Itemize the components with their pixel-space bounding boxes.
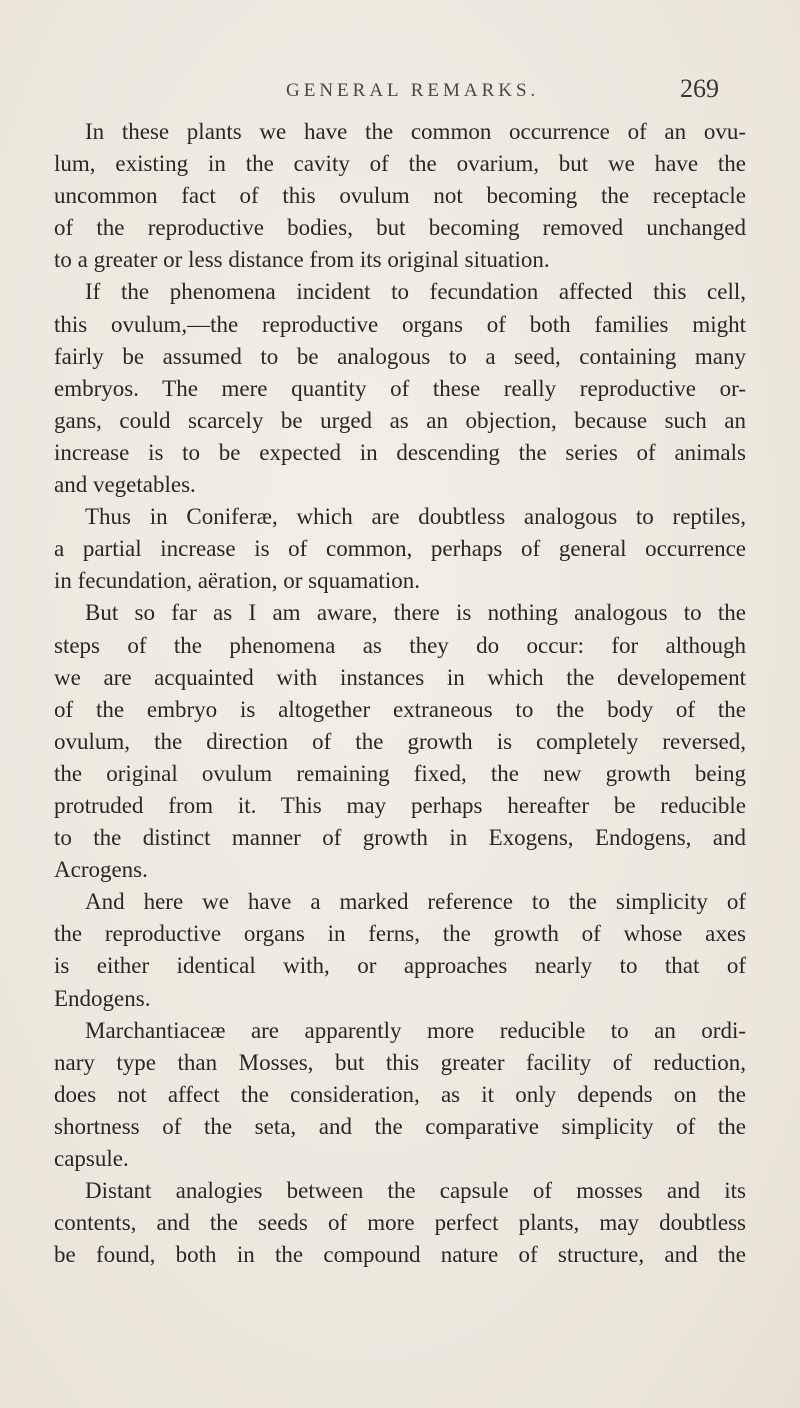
text-line: lum, existing in the cavity of the ovarium, but we have the [54,151,746,177]
text-line: Marchantiaceæ are apparently more reducible to an ordi- [85,1017,746,1043]
text-line: In these plants we have the common occurrence of an ovu- [85,119,746,144]
text-line: capsule. [54,1146,129,1171]
running-head: GENERAL REMARKS. [286,80,540,101]
text-line: protruded from it. This may perhaps hereafter be reducible [54,792,746,818]
text-line: contents, and the seeds of more perfect plants, may doubtless [54,1210,746,1236]
text-line: Endogens. [54,985,151,1011]
text-line: And here we have a marked reference to the simplicity of [85,889,746,915]
text-line: embryos. The mere quantity of these really reproductive or- [54,375,746,401]
page-number: 269 [680,74,719,103]
text-line: the reproductive organs in ferns, the growth of whose axes [54,921,746,947]
text-line: But so far as I am aware, there is nothing analogous to the [85,600,746,626]
text-line: in fecundation, aëration, or squamation. [54,568,420,594]
text-line: nary type than Mosses, but this greater facility of reduction, [54,1049,746,1075]
text-line: of the reproductive bodies, but becoming removed unchanged [54,215,746,241]
text-line: Thus in Coniferæ, which are doubtless analogous to reptiles, [85,504,746,530]
text-line: shortness of the seta, and the comparative simplicity of the [54,1113,746,1139]
text-line: we are acquainted with instances in which the developement [54,664,746,690]
text-line: steps of the phenomena as they do occur: for although [54,632,746,658]
text-line: be found, both in the compound nature of structure, and the [54,1242,746,1268]
text-line: increase is to be expected in descending the series of animals [54,439,746,465]
text-line: to the distinct manner of growth in Exogens, Endogens, and [54,825,746,851]
text-line: a partial increase is of common, perhaps of general occurrence [54,536,746,562]
text-line: to a greater or less distance from its original situation. [54,247,550,273]
text-line: ovulum, the direction of the growth is completely reversed, [54,728,746,754]
text-line: If the phenomena incident to fecundation affected this cell, [85,279,746,305]
text-line: Distant analogies between the capsule of mosses and its [85,1178,746,1204]
text-line: and vegetables. [54,472,196,498]
text-line: does not affect the consideration, as it only depends on the [54,1081,746,1107]
text-line: gans, could scarcely be urged as an objection, because such an [54,407,746,433]
text-line: uncommon fact of this ovulum not becoming the receptacle [54,183,746,209]
text-line: is either identical with, or approaches nearly to that of [54,953,746,979]
text-line: fairly be assumed to be analogous to a seed, containing many [54,343,746,369]
text-line: of the embryo is altogether extraneous to the body of the [54,696,746,722]
text-line: Acrogens. [54,857,148,883]
text-line: the original ovulum remaining fixed, the new growth being [54,760,746,786]
body-text [54,116,746,1271]
text-line: this ovulum,—the reproductive organs of both families might [54,311,746,337]
